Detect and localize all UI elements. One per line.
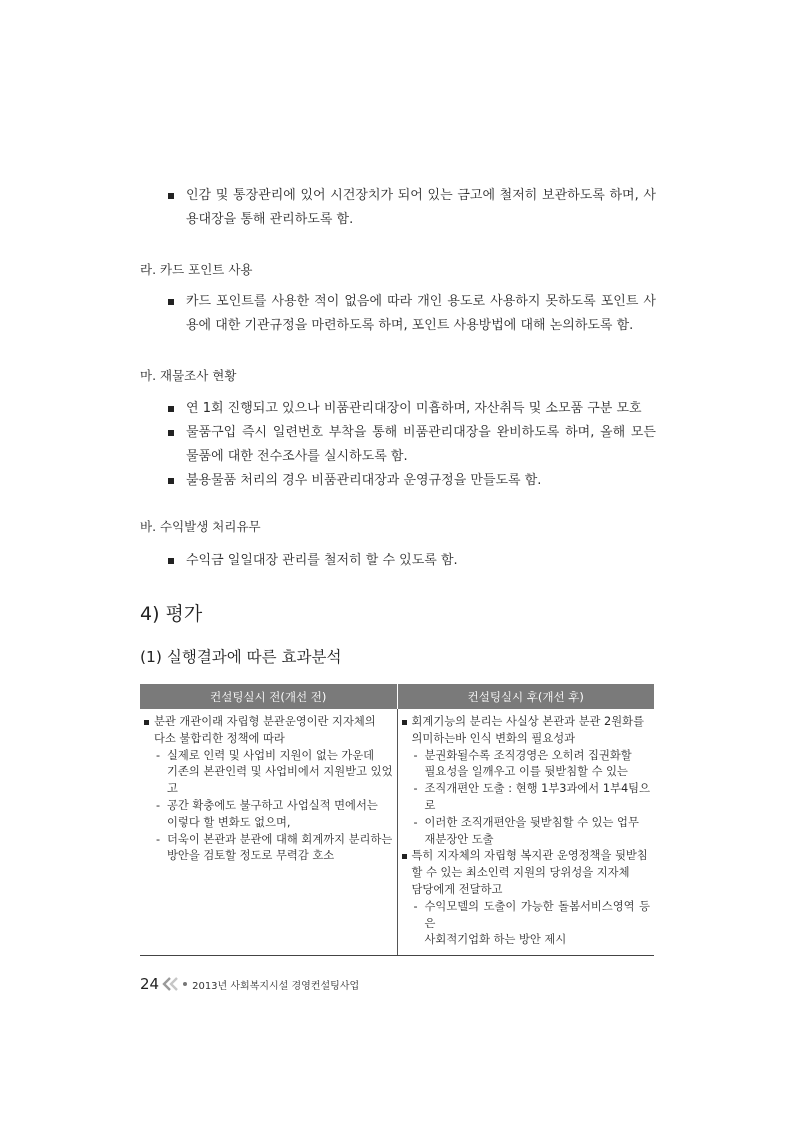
- cell-text: 실제로 인력 및 사업비 지원이 없는 가운데: [167, 748, 375, 762]
- square-bullet-icon: [168, 299, 174, 305]
- page-number: 24: [140, 975, 160, 993]
- cell-text: 방안을 검토할 정도로 무력감 호소: [167, 849, 335, 863]
- ba-bullet-list: [166, 549, 656, 573]
- square-bullet-icon: [168, 558, 174, 564]
- cell-bullet-line: [402, 848, 651, 865]
- cell-text: 다소 불합리한 정책에 따라: [154, 731, 285, 745]
- square-bullet-icon: [168, 193, 174, 199]
- cell-text: 조직개편안 도출 : 현행 1부3과에서 1부4팀으로: [424, 782, 650, 812]
- cell-continuation-line: [402, 932, 651, 949]
- cell-text: 이러한 조직개편안을 뒷받침할 수 있는 업무: [424, 815, 639, 829]
- cell-text: 담당에게 전달하고: [411, 882, 503, 896]
- square-bullet-icon: [144, 720, 149, 725]
- cell-continuation-line: [402, 865, 651, 882]
- square-bullet-icon: [168, 430, 174, 436]
- evaluation-heading: 4) 평가: [140, 603, 203, 625]
- intro-bullet-list: [166, 184, 656, 232]
- dash-marker: -: [156, 832, 161, 846]
- list-item: 연 1회 진행되고 있으나 비품관리대장이 미흡하며, 자산취득 및 소모품 구분 모호: [166, 397, 656, 421]
- ra-bullet-list: [166, 290, 656, 338]
- dash-marker: -: [413, 782, 418, 796]
- cell-continuation-line: [402, 731, 651, 748]
- after-cell: [397, 709, 654, 956]
- square-bullet-icon: [168, 406, 174, 412]
- cell-continuation-line: [402, 764, 651, 781]
- dash-marker: -: [413, 815, 418, 829]
- square-bullet-icon: [402, 854, 407, 859]
- cell-text: 재분장안 도출: [424, 832, 494, 846]
- cell-continuation-line: [144, 764, 393, 798]
- list-item: 인감 및 통장관리에 있어 시건장치가 되어 있는 금고에 철저히 보관하도록 하며, 사용대장을 통해 관리하도록 함.: [166, 184, 656, 232]
- cell-text: 할 수 있는 최소인력 지원의 당위성을 지자체: [411, 866, 630, 880]
- list-item: 수익금 일일대장 관리를 철저히 할 수 있도록 함.: [166, 549, 656, 573]
- comparison-table-wrapper: [140, 684, 654, 956]
- cell-text: 이렇다 할 변화도 없으며,: [167, 815, 291, 829]
- cell-continuation-line: [402, 882, 651, 899]
- square-bullet-icon: [402, 720, 407, 725]
- cell-dash-line: [402, 748, 651, 765]
- table-row: [140, 709, 654, 956]
- cell-continuation-line: [402, 832, 651, 849]
- cell-continuation-line: [144, 848, 393, 865]
- cell-text: 의미하는바 인식 변화의 필요성과: [411, 731, 576, 745]
- cell-text: 분권화될수록 조직경영은 오히려 집권화할: [424, 748, 632, 762]
- cell-text: 특히 지자체의 자립형 복지관 운영정책을 뒷받침: [411, 849, 648, 863]
- comparison-table: [140, 684, 654, 956]
- list-item: 불용물품 처리의 경우 비품관리대장과 운영규정을 만들도록 함.: [166, 469, 656, 493]
- section-heading-ra: 라. 카드 포인트 사용: [140, 262, 253, 277]
- header-after: 컨설팅실시 후(개선 후): [397, 684, 654, 709]
- separator-dot-icon: [183, 982, 187, 986]
- cell-dash-line: [144, 832, 393, 849]
- cell-text: 공간 확충에도 불구하고 사업실적 면에서는: [167, 798, 378, 812]
- square-bullet-icon: [168, 478, 174, 484]
- dash-marker: -: [156, 798, 161, 812]
- cell-dash-line: [144, 798, 393, 815]
- cell-text: 필요성을 일깨우고 이를 뒷받침할 수 있는: [424, 765, 628, 779]
- table-header-row: [140, 684, 654, 709]
- cell-text: 사회적기업화 하는 방안 제시: [424, 933, 567, 947]
- cell-continuation-line: [144, 731, 393, 748]
- cell-dash-line: [402, 781, 651, 815]
- cell-bullet-line: [402, 714, 651, 731]
- dash-marker: -: [156, 748, 161, 762]
- analysis-heading: (1) 실행결과에 따른 효과분석: [140, 648, 342, 666]
- publication-title: 2013년 사회복지시설 경영컨설팅사업: [192, 980, 360, 992]
- cell-text: 분관 개관이래 자립형 분관운영이란 지자체의: [154, 715, 376, 728]
- section-heading-ma: 마. 재물조사 현황: [140, 368, 237, 383]
- list-item: 카드 포인트를 사용한 적이 없음에 따라 개인 용도로 사용하지 못하도록 포인트 사용에 대한 기관규정을 마련하도록 하며, 포인트 사용방법에 대해 논의하도록 함.: [166, 290, 656, 338]
- cell-text: 더욱이 본관과 분관에 대해 회계까지 분리하는: [167, 832, 393, 846]
- cell-bullet-line: [144, 714, 393, 731]
- page-footer: [140, 974, 359, 994]
- list-item: 물품구입 즉시 일련번호 부착을 통해 비품관리대장을 완비하도록 하며, 올해 모든 물품에 대한 전수조사를 실시하도록 함.: [166, 421, 656, 469]
- double-chevron-left-icon: [162, 977, 180, 991]
- cell-dash-line: [144, 748, 393, 765]
- cell-dash-line: [402, 899, 651, 933]
- before-cell: [140, 709, 397, 956]
- cell-text: 기존의 본관인력 및 사업비에서 지원받고 있었고: [167, 765, 393, 796]
- ma-bullet-list: [166, 397, 656, 493]
- cell-text: 회계기능의 분리는 사실상 본관과 분관 2원화를: [411, 715, 644, 728]
- dash-marker: -: [413, 748, 418, 762]
- dash-marker: -: [413, 899, 418, 913]
- cell-text: 수익모델의 도출이 가능한 돌봄서비스영역 등은: [424, 899, 650, 930]
- section-heading-ba: 바. 수익발생 처리유무: [140, 519, 261, 534]
- cell-dash-line: [402, 815, 651, 832]
- header-before: 컨설팅실시 전(개선 전): [140, 684, 397, 709]
- cell-continuation-line: [144, 815, 393, 832]
